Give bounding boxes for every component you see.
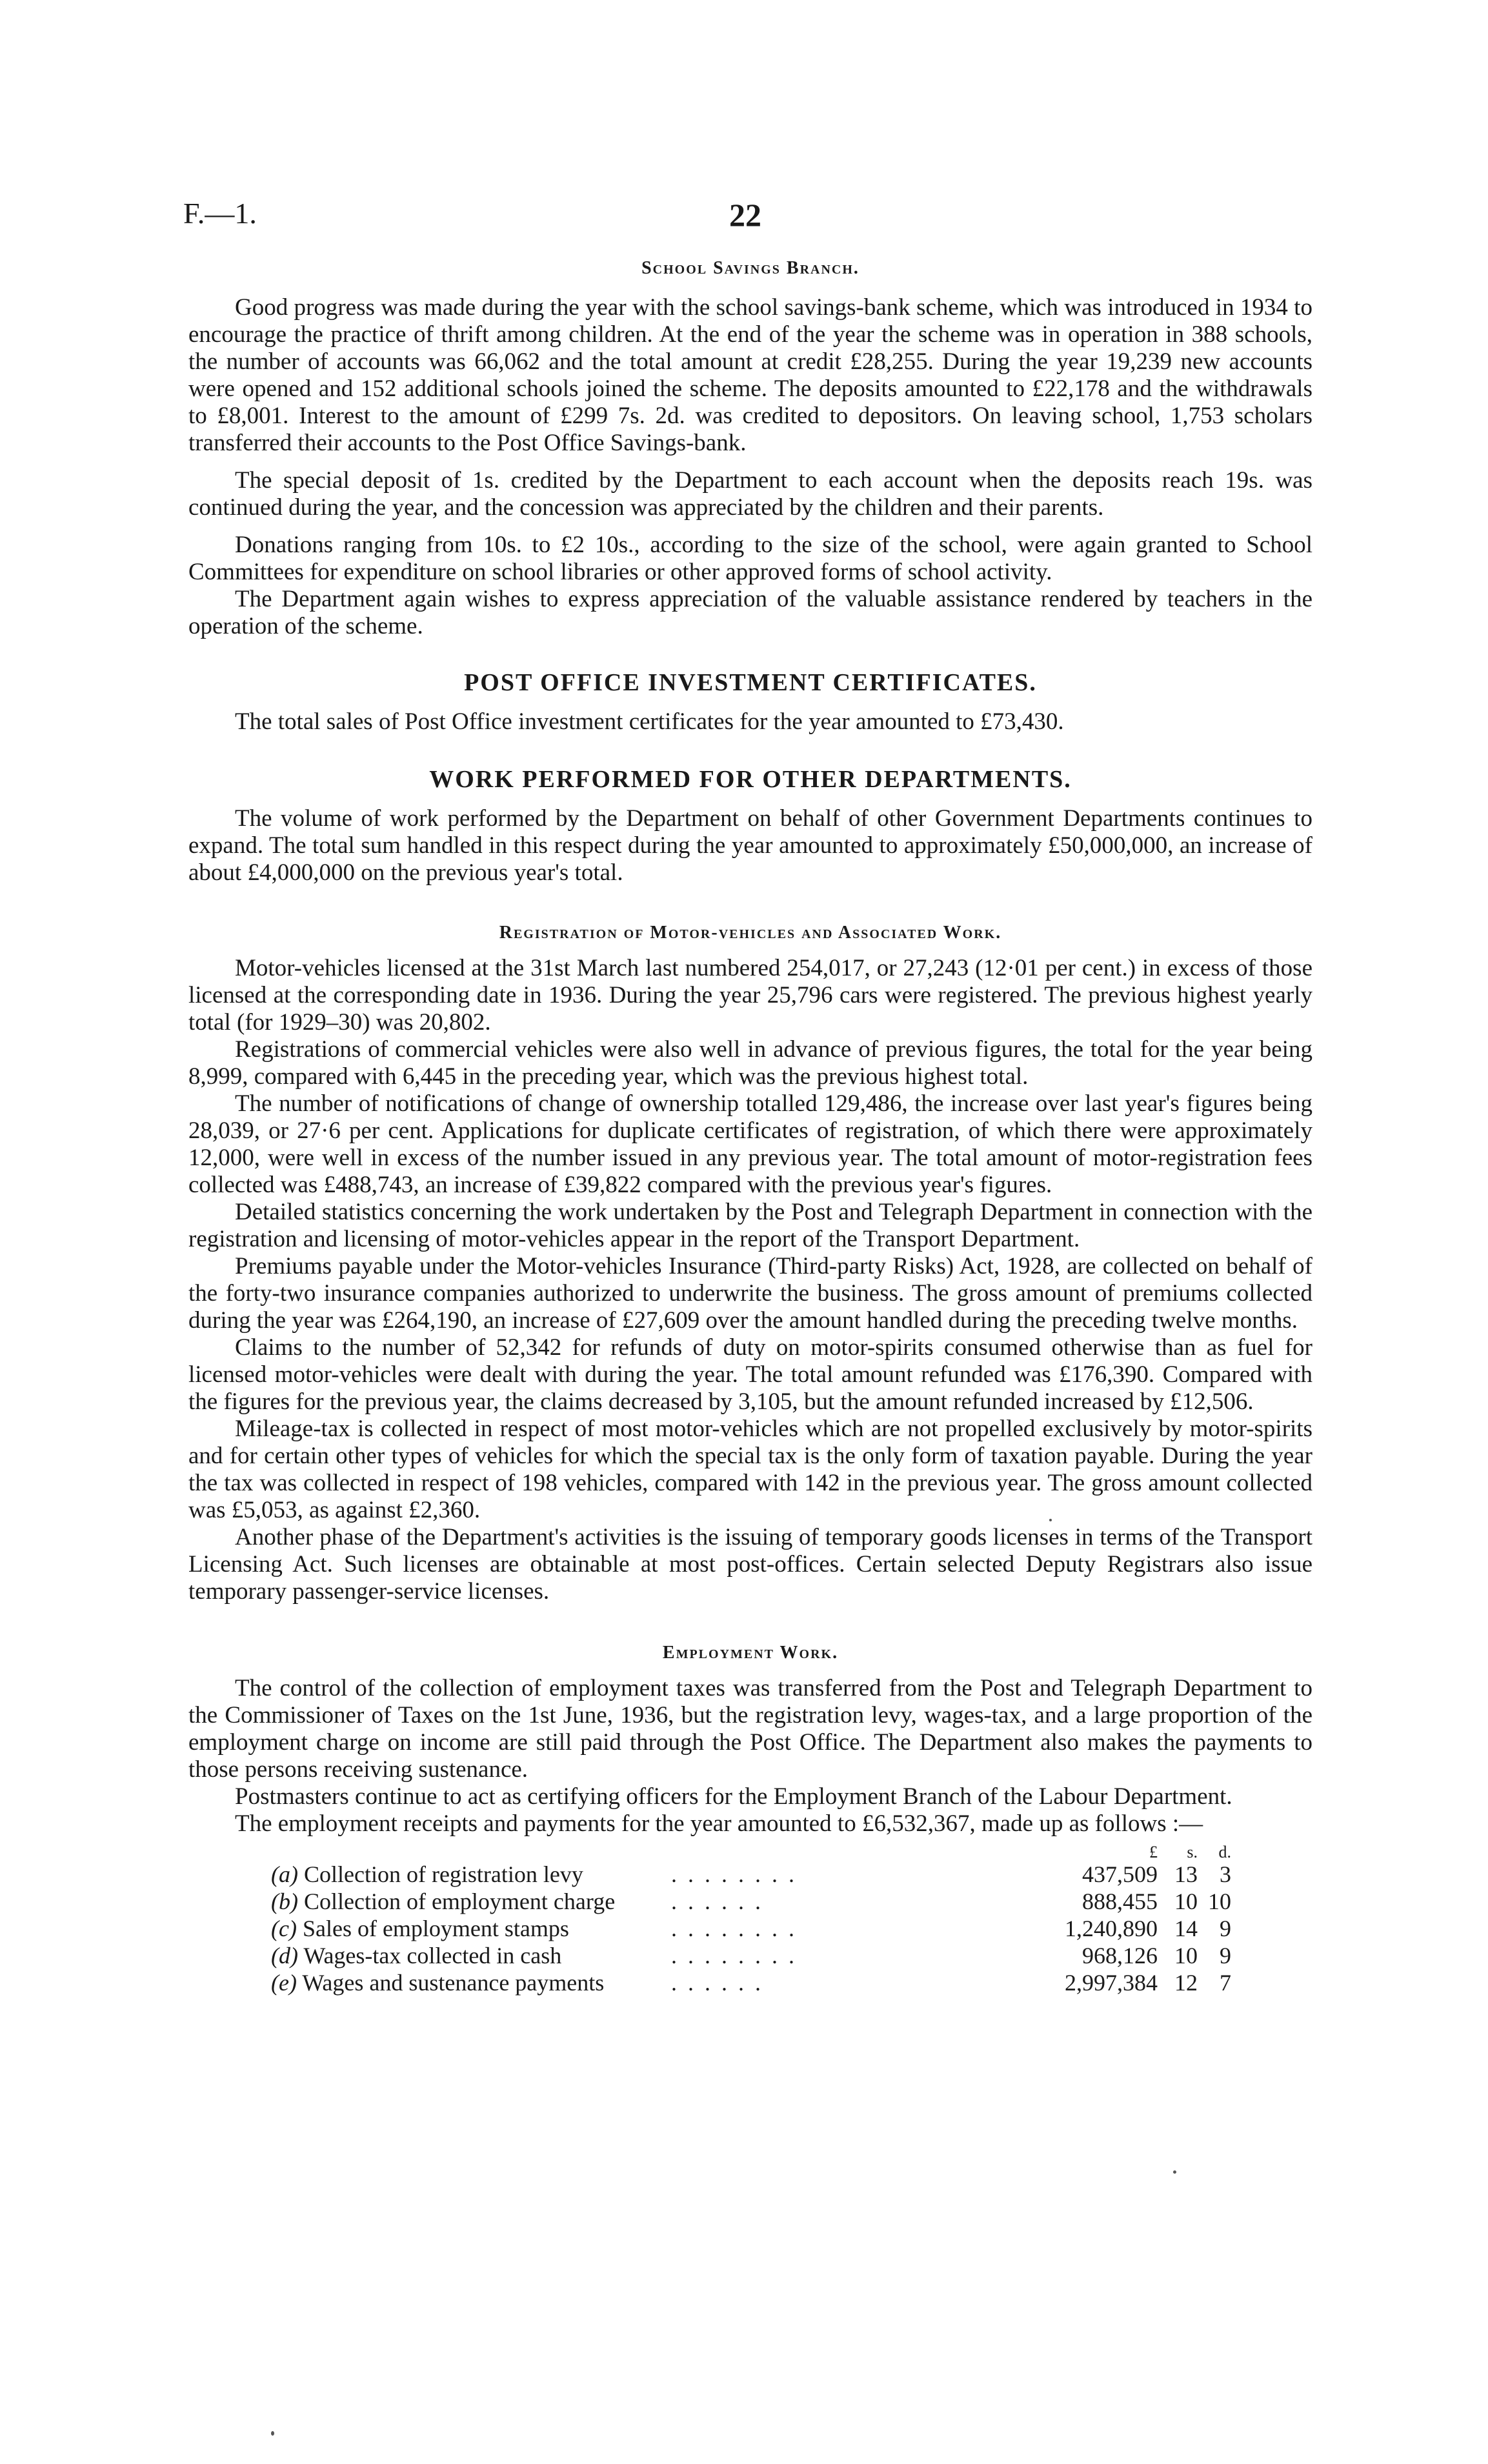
page-number: 22 <box>729 197 761 233</box>
amount-pence: 3 <box>1220 1861 1231 1887</box>
amount-pounds: 1,240,890 <box>1065 1916 1158 1941</box>
paragraph: The employment receipts and payments for the year amounted to £6,532,367, made up as follows :— <box>235 1810 1203 1837</box>
paragraph: The total sales of Post Office investment certificates for the year amounted to £73,430. <box>235 708 1064 735</box>
paragraph: Another phase of the Department's activities is the issuing of temporary goods licenses in terms of the Transport Licensing Act. Such licenses are obtainable at most post-offices. Certain selected Deputy Registrars also issue temporary passenger-service licenses. <box>188 1524 1312 1605</box>
amount-pounds: 437,509 <box>1082 1861 1158 1887</box>
table-row <box>188 1915 1312 1942</box>
paragraph: Motor-vehicles licensed at the 31st March last numbered 254,017, or 27,243 (12·01 per cent.) in excess of those licensed at the corresponding date in 1936. During the year 25,796 cars were registered. The previous highest yearly total (for 1929–30) was 20,802. <box>188 955 1312 1036</box>
employment-receipts-table <box>188 1839 1312 1996</box>
amount-pence: 7 <box>1220 1970 1231 1996</box>
table-row <box>188 1861 1312 1888</box>
table-row <box>188 1969 1312 1996</box>
amount-shillings: 12 <box>1174 1970 1198 1996</box>
amount-shillings: 13 <box>1174 1861 1198 1887</box>
scan-speck <box>1049 1519 1052 1521</box>
leader-dots: . . . . . . . . <box>671 1916 797 1941</box>
report-reference: F.—1. <box>183 197 257 230</box>
header-pence: d. <box>1218 1843 1231 1861</box>
row-label: (b) Collection of employment charge <box>271 1888 616 1914</box>
row-label: (a) Collection of registration levy <box>271 1861 583 1887</box>
paragraph: The control of the collection of employment taxes was transferred from the Post and Telegraph Department to the Commissioner of Taxes on the 1st June, 1936, but the registration levy, wages-tax, and a large proportion of the employment charge on income are still paid through the Post Office. The Department also makes the payments to those persons receiving sustenance. <box>188 1675 1312 1783</box>
paragraph: Donations ranging from 10s. to £2 10s., according to the size of the school, were again granted to School Committees for expenditure on school libraries or other approved forms of school activity. <box>188 532 1312 585</box>
section-title-school-savings: School Savings Branch. <box>641 258 860 278</box>
page-body <box>188 258 1312 1996</box>
table-row <box>188 1888 1312 1915</box>
paragraph: Detailed statistics concerning the work undertaken by the Post and Telegraph Department in connection with the registration and licensing of motor-vehicles appear in the report of the Transport Department. <box>188 1199 1312 1252</box>
paragraph: Registrations of commercial vehicles were also well in advance of previous figures, the total for the year being 8,999, compared with 6,445 in the preceding year, which was the previous highest total. <box>188 1036 1312 1090</box>
header-shillings: s. <box>1187 1843 1198 1861</box>
section-title-investment-certificates: POST OFFICE INVESTMENT CERTIFICATES. <box>464 669 1037 696</box>
paragraph: Mileage-tax is collected in respect of most motor-vehicles which are not propelled exclusively by motor-spirits and for certain other types of vehicles for which the special tax is the only form of taxation payable. During the year the tax was collected in respect of 198 vehicles, compared with 142 in the previous year. The gross amount collected was £5,053, as against £2,360. <box>188 1416 1312 1523</box>
amount-pounds: 888,455 <box>1082 1888 1158 1914</box>
paragraph: Premiums payable under the Motor-vehicles Insurance (Third-party Risks) Act, 1928, are collected on behalf of the forty-two insurance companies authorized to underwrite the business. The gross amount of premiums collected during the year was £264,190, an increase of £27,609 over the amount handled during the preceding twelve months. <box>188 1253 1312 1334</box>
row-label: (c) Sales of employment stamps <box>271 1916 569 1941</box>
paragraph: The number of notifications of change of ownership totalled 129,486, the increase over last year's figures being 28,039, or 27·6 per cent. Applications for duplicate certificates of registration, of which there were approximately 12,000, were well in excess of the number issued in any previous year. The total amount of motor-registration fees collected was £488,743, an increase of £39,822 compared with the previous year's figures. <box>188 1090 1312 1198</box>
amount-shillings: 10 <box>1174 1943 1198 1968</box>
table-row <box>188 1942 1312 1969</box>
paragraph: The volume of work performed by the Department on behalf of other Government Departments continues to expand. The total sum handled in this respect during the year amounted to approximately £50,000,000, an increase of about £4,000,000 on the previous year's total. <box>188 805 1312 886</box>
paragraph: Claims to the number of 52,342 for refunds of duty on motor-spirits consumed otherwise than as fuel for licensed motor-vehicles were dealt with during the year. The total amount refunded was £176,390. Compared with the figures for the previous year, the claims decreased by 3,105, but the amount refunded increased by £12,506. <box>188 1334 1312 1415</box>
header-pounds: £ <box>1149 1843 1158 1861</box>
amount-shillings: 10 <box>1174 1888 1198 1914</box>
paragraph: The special deposit of 1s. credited by the Department to each account when the deposits reach 19s. was continued during the year, and the concession was appreciated by the children and their parents. <box>188 467 1312 521</box>
amount-pence: 9 <box>1220 1916 1231 1941</box>
paragraph: The Department again wishes to express appreciation of the valuable assistance rendered by teachers in the operation of the scheme. <box>188 586 1312 639</box>
section-title-employment-work: Employment Work. <box>662 1643 839 1663</box>
table-header <box>188 1839 1312 1861</box>
leader-dots: . . . . . . <box>671 1970 763 1996</box>
paragraph: Postmasters continue to act as certifying officers for the Employment Branch of the Labour Department. <box>235 1783 1232 1810</box>
amount-pounds: 2,997,384 <box>1065 1970 1158 1996</box>
amount-pence: 9 <box>1220 1943 1231 1968</box>
leader-dots: . . . . . . <box>671 1888 763 1914</box>
row-label: (d) Wages-tax collected in cash <box>271 1943 562 1968</box>
leader-dots: . . . . . . . . <box>671 1943 797 1968</box>
row-label: (e) Wages and sustenance payments <box>271 1970 605 1996</box>
section-title-other-departments: WORK PERFORMED FOR OTHER DEPARTMENTS. <box>429 766 1072 793</box>
leader-dots: . . . . . . . . <box>671 1861 797 1887</box>
paragraph: Good progress was made during the year with the school savings-bank scheme, which was introduced in 1934 to encourage the practice of thrift among children. At the end of the year the scheme was in operation in 388 schools, the number of accounts was 66,062 and the total amount at credit £28,255. During the year 19,239 new accounts were opened and 152 additional schools joined the scheme. The deposits amounted to £22,178 and the withdrawals to £8,001. Interest to the amount of £299 7s. 2d. was credited to depositors. On leaving school, 1,753 scholars transferred their accounts to the Post Office Savings-bank. <box>188 294 1312 456</box>
amount-pounds: 968,126 <box>1082 1943 1158 1968</box>
amount-pence: 10 <box>1208 1888 1231 1914</box>
amount-shillings: 14 <box>1174 1916 1198 1941</box>
section-title-motor-vehicles: Registration of Motor-vehicles and Associated Work. <box>499 923 1002 943</box>
scan-speck <box>1173 2170 1176 2174</box>
scan-speck <box>271 2431 274 2436</box>
